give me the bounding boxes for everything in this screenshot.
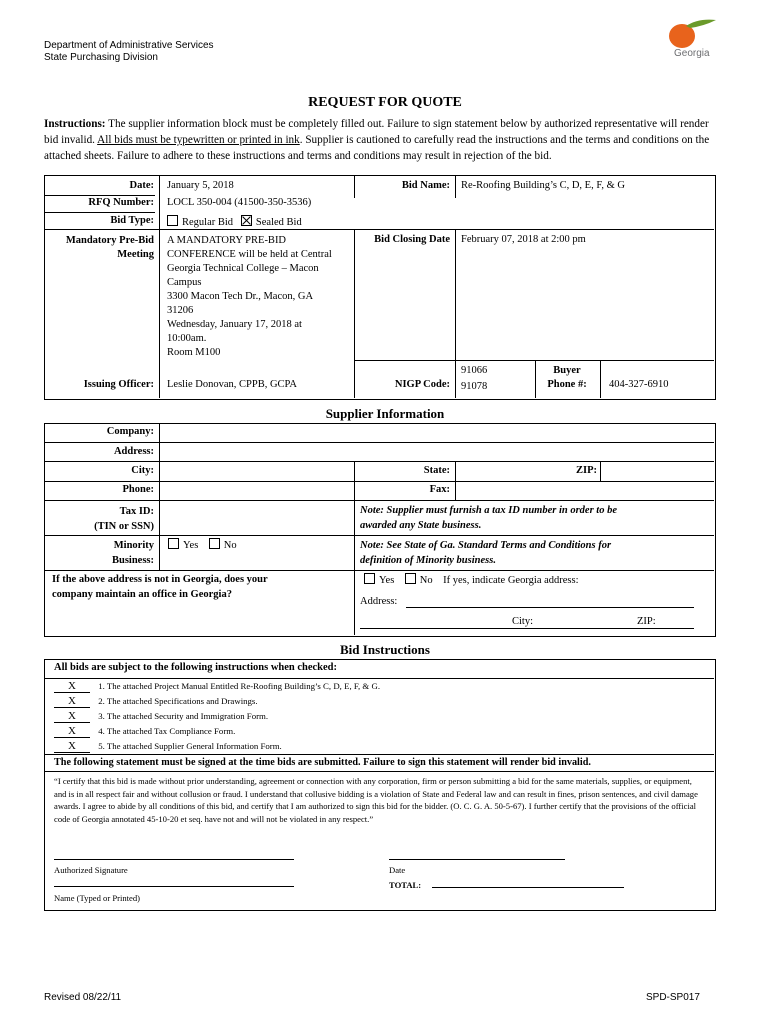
instruction-text: 1. The attached Project Manual Entitled Re-Roofing Building’s C, D, E, F, & G.	[98, 681, 381, 691]
buyer-label-line2: Phone #:	[547, 379, 587, 390]
office-yes-checkbox[interactable]	[364, 573, 375, 584]
instruction-text: 5. The attached Supplier General Information Form.	[98, 741, 282, 751]
instructions-text-1: The supplier information block must be completely filled out. Failure to sign statement below by authorized representative will render bid invalid.	[44, 118, 709, 146]
instruction-item	[54, 710, 704, 725]
buyer-phone-label	[537, 364, 597, 392]
office-no-checkbox[interactable]	[405, 573, 416, 584]
rfq-number-value: LOCL 350-004 (41500-350-3536)	[167, 197, 312, 208]
fax-input[interactable]	[458, 483, 712, 499]
instructions-underlined: All bids must be typewritten or printed in ink	[97, 134, 300, 146]
address-input[interactable]	[162, 444, 712, 460]
authorized-signature-label: Authorized Signature	[54, 865, 128, 875]
zip-input[interactable]	[603, 463, 711, 479]
prebid-line: Wednesday, January 17, 2018 at	[167, 319, 302, 330]
sealed-bid-label: Sealed Bid	[255, 217, 302, 228]
name-printed-label: Name (Typed or Printed)	[54, 893, 141, 903]
instruction-text: 4. The attached Tax Compliance Form.	[98, 726, 236, 736]
minority-yes-label: Yes	[183, 540, 199, 551]
ga-city-zip-line[interactable]	[360, 627, 694, 629]
buyer-label-line1: Buyer	[553, 365, 581, 376]
buyer-phone-value: 404-327-6910	[609, 379, 669, 390]
office-no-label: No	[419, 575, 433, 586]
prebid-label-line2: Meeting	[117, 249, 154, 260]
sign-statement: The following statement must be signed at the time bids are submitted. Failure to sign this statement will render bid invalid.	[54, 757, 591, 768]
instructions-lead: Instructions:	[44, 118, 106, 130]
prebid-line: Room M100	[167, 347, 221, 358]
office-question-line1: If the above address is not in Georgia, does your	[52, 574, 268, 585]
nigp-code: 91066	[461, 365, 488, 376]
minority-no-label: No	[223, 540, 237, 551]
prebid-line: A MANDATORY PRE-BID	[167, 235, 287, 246]
city-label: City:	[131, 465, 154, 476]
nigp-codes	[461, 363, 487, 395]
subject-line: All bids are subject to the following instructions when checked:	[54, 662, 338, 673]
address-label: Address:	[113, 446, 154, 457]
bid-type-options	[167, 215, 302, 228]
instruction-check-mark[interactable]: X	[54, 725, 90, 738]
name-printed-line[interactable]	[54, 886, 294, 887]
ga-city-label: City:	[512, 616, 534, 627]
instruction-item	[54, 680, 704, 695]
total-label: TOTAL:	[389, 880, 422, 890]
instruction-item	[54, 725, 704, 740]
company-input[interactable]	[162, 425, 712, 441]
fax-label: Fax:	[429, 484, 450, 495]
instruction-check-mark[interactable]: X	[54, 740, 90, 753]
instruction-list	[54, 680, 704, 755]
closing-date-value: February 07, 2018 at 2:00 pm	[461, 234, 586, 245]
prebid-line: 3300 Macon Tech Dr., Macon, GA	[167, 291, 314, 302]
authorized-signature-line[interactable]	[54, 859, 294, 860]
instruction-item	[54, 740, 704, 755]
revision-date: Revised 08/22/11	[44, 992, 122, 1003]
prebid-line: Campus	[167, 277, 202, 288]
issuing-officer-label: Issuing Officer:	[83, 379, 154, 390]
tax-id-input[interactable]	[162, 503, 352, 533]
agency-header	[44, 40, 214, 64]
form-id: SPD-SP017	[646, 992, 700, 1003]
instructions-text-2: . Supplier is cautioned to carefully read the instructions and the terms and conditions on the attached sheets. Failure to adhere to these instructions and terms and conditions may result in rejection of the bid.	[44, 134, 710, 162]
date-signature-line[interactable]	[389, 859, 565, 860]
zip-label: ZIP:	[576, 465, 597, 476]
rfq-number-label: RFQ Number:	[88, 197, 154, 208]
company-label: Company:	[106, 426, 154, 437]
sealed-bid-checkbox[interactable]	[241, 215, 252, 226]
instruction-check-mark[interactable]: X	[54, 695, 90, 708]
minority-business-label	[46, 538, 154, 568]
total-input[interactable]	[432, 887, 624, 888]
state-label: State:	[423, 465, 450, 476]
state-input[interactable]	[458, 463, 534, 479]
ga-zip-label: ZIP:	[637, 616, 656, 627]
regular-bid-label: Regular Bid	[182, 217, 234, 228]
prebid-line: Georgia Technical College – Macon	[167, 263, 319, 274]
georgia-office-question	[52, 572, 268, 602]
if-yes-text: If yes, indicate Georgia address:	[443, 575, 579, 586]
office-yes-label: Yes	[379, 575, 395, 586]
instruction-check-mark[interactable]: X	[54, 680, 90, 693]
date-value: January 5, 2018	[167, 180, 234, 191]
tax-id-note-line2: awarded any State business.	[360, 520, 482, 531]
minority-yes-checkbox[interactable]	[168, 538, 179, 549]
tax-id-note-line1: Note: Supplier must furnish a tax ID number in order to be	[360, 505, 618, 516]
minority-note-line1: Note: See State of Ga. Standard Terms and Conditions for	[360, 540, 612, 551]
prebid-details	[167, 234, 332, 360]
instructions-paragraph	[44, 116, 724, 164]
instruction-text: 2. The attached Specifications and Drawings.	[98, 696, 258, 706]
tax-id-note	[360, 503, 617, 533]
prebid-label	[46, 234, 154, 262]
prebid-line: 31206	[167, 305, 194, 316]
page-title: REQUEST FOR QUOTE	[308, 95, 462, 110]
prebid-line: 10:00am.	[167, 333, 207, 344]
bid-instructions-title: Bid Instructions	[340, 642, 430, 657]
prebid-line: CONFERENCE will be held at Central	[167, 249, 332, 260]
minority-note-line2: definition of Minority business.	[360, 555, 496, 566]
date-signature-label: Date	[389, 865, 406, 875]
regular-bid-checkbox[interactable]	[167, 215, 178, 226]
tax-id-label-line1: Tax ID:	[119, 506, 154, 517]
minority-no-checkbox[interactable]	[209, 538, 220, 549]
division-name: State Purchasing Division	[44, 52, 158, 63]
city-input[interactable]	[162, 463, 352, 479]
bid-name-label: Bid Name:	[401, 180, 450, 191]
prebid-label-line1: Mandatory Pre-Bid	[65, 235, 154, 246]
ga-address-input[interactable]	[406, 606, 694, 608]
department-name: Department of Administrative Services	[44, 40, 214, 51]
bid-name-value: Re-Roofing Building’s C, D, E, F, & G	[461, 180, 625, 191]
tax-id-label	[46, 504, 154, 534]
minority-note	[360, 538, 611, 568]
tax-id-label-line2: (TIN or SSN)	[94, 521, 154, 532]
instruction-item	[54, 695, 704, 710]
certification-text: “I certify that this bid is made without prior understanding, agreement or connection with any corporation, firm or person submitting a bid for the same materials, supplies, or equipment, and is in all respect fair and without collusion or fraud. I understand that collusive bidding is a violation of State and Federal law and can result in fines, prison sentences, and civil damage awards. I agree to abide by all conditions of this bid, and certify that I am authorized to sign this bid for the bidder. (O. C. G. A. 50-5-67). I further certify that the provisions of the official code of Georgia annotated 45-10-20 et seq. have not and will not be violated in any respect.”	[54, 776, 698, 824]
phone-label: Phone:	[122, 484, 154, 495]
phone-input[interactable]	[162, 483, 352, 499]
closing-date-label: Bid Closing Date	[374, 234, 450, 245]
minority-label-line2: Business:	[111, 555, 154, 566]
supplier-section-title: Supplier Information	[325, 406, 445, 421]
issuing-officer-value: Leslie Donovan, CPPB, GCPA	[167, 379, 298, 390]
minority-options	[168, 538, 237, 551]
ga-address-label: Address:	[360, 596, 398, 607]
bid-type-label: Bid Type:	[110, 215, 154, 226]
minority-label-line1: Minority	[113, 540, 154, 551]
instruction-text: 3. The attached Security and Immigration Form.	[98, 711, 269, 721]
instruction-check-mark[interactable]: X	[54, 710, 90, 723]
georgia-office-options	[364, 573, 579, 586]
bid-information-block	[44, 175, 716, 400]
logo-text: Georgia	[674, 48, 710, 59]
nigp-code: 91078	[461, 381, 488, 392]
date-label: Date:	[129, 180, 154, 191]
nigp-code-label: NIGP Code:	[394, 379, 450, 390]
georgia-logo	[664, 14, 726, 64]
office-question-line2: company maintain an office in Georgia?	[52, 589, 232, 600]
